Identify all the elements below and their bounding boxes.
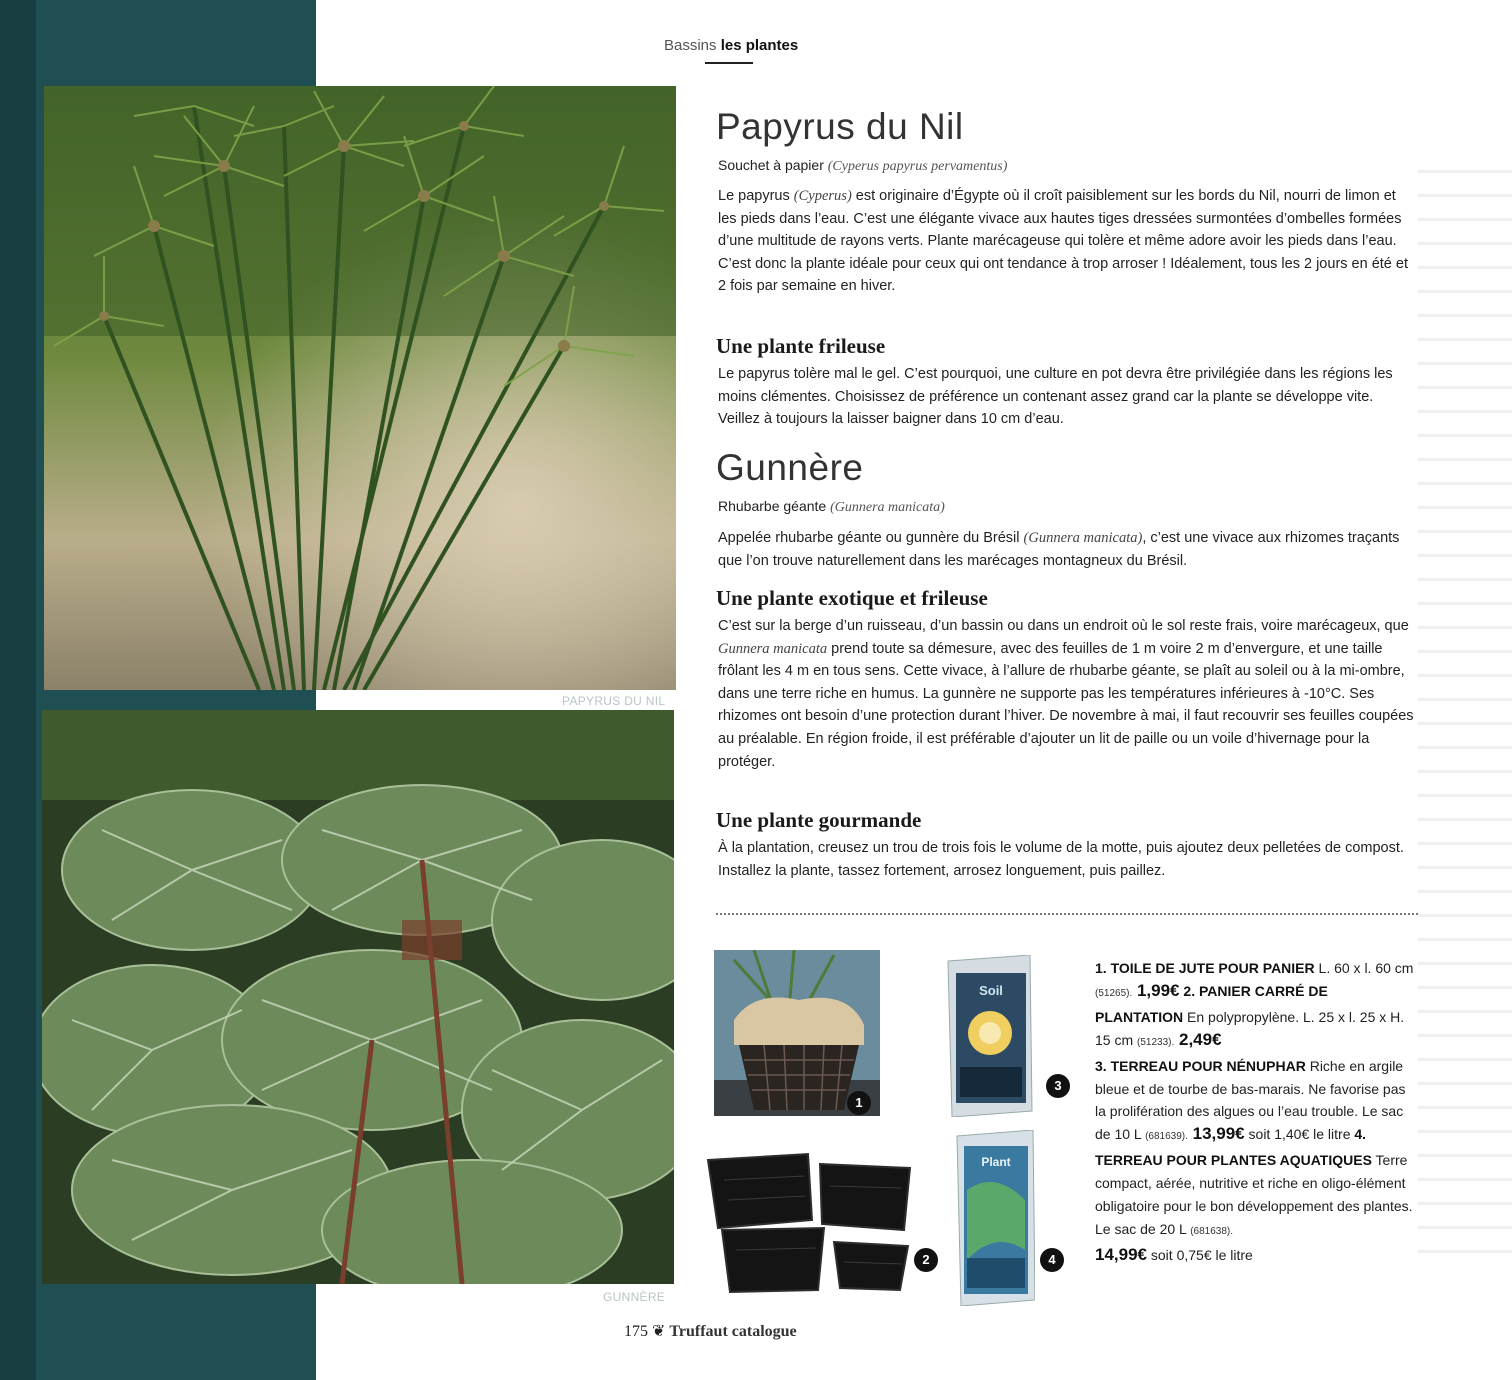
product-4-name: 4. TERREAU POUR PLANTES AQUATIQUES <box>1095 1126 1372 1169</box>
gunnera-subtitle-common: Rhubarbe géante <box>718 498 827 514</box>
product-4-image <box>955 1130 1035 1306</box>
product-3-ref: (681639). <box>1145 1131 1188 1143</box>
product-3-pack-label: Soil <box>979 983 1003 998</box>
page-footer <box>624 1321 797 1341</box>
papyrus-title: Papyrus du Nil <box>716 106 964 147</box>
papyrus-subtitle-common: Souchet à papier <box>718 157 824 173</box>
product-1-ref: (51265). <box>1095 987 1133 999</box>
bleed-through-texture <box>1418 170 1512 1270</box>
product-4-pack-label: Plant <box>981 1155 1011 1169</box>
footer-brand: Truffaut catalogue <box>669 1323 797 1340</box>
papyrus-section-text: Le papyrus tolère mal le gel. C’est pourquoi, une culture en pot devra être privilégiée dans les régions les moins clémentes. Choisissez de préférence un contenant assez grand car la plante se développe vite. Veillez à toujours la laisser baigner dans 10 cm d’eau. <box>718 366 1393 428</box>
gunnera-section1-latin: Gunnera manicata <box>718 640 828 657</box>
product-4-ref: (681638). <box>1190 1225 1234 1237</box>
gunnera-intro-1: Appelée rhubarbe géante ou gunnère du Brésil <box>718 530 1024 546</box>
product-1-name: 1. TOILE DE JUTE POUR PANIER <box>1095 960 1315 976</box>
page-number: 175 <box>624 1323 648 1340</box>
gunnera-section1-text-1: C’est sur la berge d’un ruisseau, d’un bassin ou dans un endroit où le sol reste frais, voire marécageux, que <box>718 618 1409 634</box>
side-dark-strip <box>0 0 36 1380</box>
section-title: les plantes <box>720 37 799 54</box>
papyrus-subtitle-latin: (Cyperus papyrus pervamentus) <box>827 159 1008 174</box>
product-2-name: 2. PANIER CARRÉ DE PLANTATION <box>1095 982 1328 1025</box>
brand-leaf-icon: ❦ <box>652 1323 666 1340</box>
gunnera-intro <box>718 527 1418 572</box>
papyrus-caption: PAPYRUS DU NIL <box>562 694 666 708</box>
gunnera-section2-title: Une plante gourmande <box>716 808 922 832</box>
product-2-price: 2,49€ <box>1174 1029 1222 1049</box>
papyrus-intro-1: Le papyrus <box>718 188 794 204</box>
product-2-ref: (51233). <box>1137 1036 1175 1048</box>
product-3-image <box>946 955 1034 1117</box>
papyrus-section-title: Une plante frileuse <box>716 334 886 358</box>
product-2-badge: 2 <box>914 1248 938 1272</box>
product-descriptions <box>1095 957 1417 1267</box>
section-prefix: Bassins <box>664 37 717 54</box>
gunnera-section1-text-2: prend toute sa démesure, avec des feuilles de 1 m voire 2 m d’envergure, et une taille frôlant les 4 m en tous sens. Cette vivace, à l’allure de rhubarbe géante, se plaît au soleil ou à la mi-ombre, dans une terre riche en humus. La gunnère ne supporte pas les températures inférieures à -10°C. Ses rhizomes ont besoin d’une protection durant l’hiver. De novembre à mai, il faut recouvrir ses feuilles coupées au préalable. En région froide, il est préférable d’ajouter un lit de paille ou un voile d’hivernage pour la protéger. <box>718 640 1414 770</box>
product-3-badge: 3 <box>1046 1074 1070 1098</box>
product-3-name: 3. TERREAU POUR NÉNUPHAR <box>1095 1057 1306 1074</box>
papyrus-intro-2: est originaire d’Égypte où il croît paisiblement sur les bords du Nil, nourri de limon et les pieds dans l’eau. C’est une élégante vivace aux hautes tiges dressées surmontées d’ombelles formées d’une multitude de rayons verts. Plante marécageuse qui tolère et même adore avoir les pieds dans l’eau. C’est donc la plante idéale pour ceux qui ont tendance à trop arroser ! Idéalement, tous les 2 jours en été et 2 fois par semaine en hiver. <box>718 188 1408 295</box>
gunnera-caption: GUNNÈRE <box>603 1290 666 1304</box>
product-4-desc: Terre compact, aérée, nutritive et riche en oligo-élément obligatoire pour le bon développement des plantes. Le sac de 20 L <box>1095 1152 1413 1237</box>
gunnera-section1-text <box>718 615 1418 773</box>
product-4-badge: 4 <box>1040 1248 1064 1272</box>
product-1-price: 1,99€ <box>1132 980 1180 1000</box>
gunnera-intro-latin: (Gunnera manicata) <box>1023 530 1143 546</box>
product-3-unit: soit 1,40€ le litre <box>1244 1126 1351 1143</box>
product-1-badge: 1 <box>847 1091 871 1115</box>
section-header <box>664 37 798 54</box>
product-2-image <box>704 1150 914 1295</box>
header-underline <box>705 62 753 64</box>
papyrus-subtitle <box>718 157 1007 175</box>
papyrus-photo <box>44 86 676 690</box>
product-4-unit: soit 0,75€ le litre <box>1147 1246 1253 1263</box>
gunnera-subtitle-latin: (Gunnera manicata) <box>830 500 945 515</box>
gunnera-section1-title: Une plante exotique et frileuse <box>716 586 988 610</box>
papyrus-intro-latin: (Cyperus) <box>793 188 852 204</box>
product-3-desc: Riche en argile bleue et de tourbe de bas-marais. Ne favorise pas la prolifération des algues ou l’eau trouble. Le sac de 10 L <box>1095 1057 1406 1143</box>
products-divider <box>716 913 1418 915</box>
gunnera-photo <box>42 710 674 1284</box>
gunnera-subtitle <box>718 498 945 516</box>
gunnera-section2-text: À la plantation, creusez un trou de trois fois le volume de la motte, puis ajoutez deux pelletées de compost. Installez la plante, tassez fortement, arrosez longuement, puis paillez. <box>718 840 1404 879</box>
product-1-desc: L. 60 x l. 60 cm <box>1314 960 1414 976</box>
gunnera-title: Gunnère <box>716 447 864 488</box>
papyrus-intro <box>718 185 1414 298</box>
product-2-desc: En polypropylène. L. 25 x l. 25 x H. 15 cm <box>1095 1008 1405 1048</box>
gunnera-intro-2: , c’est une vivace aux rhizomes traçants que l’on trouve naturellement dans les marécages montagneux du Brésil. <box>718 530 1400 569</box>
product-3-price: 13,99€ <box>1187 1124 1245 1144</box>
product-4-price: 14,99€ <box>1095 1244 1147 1264</box>
